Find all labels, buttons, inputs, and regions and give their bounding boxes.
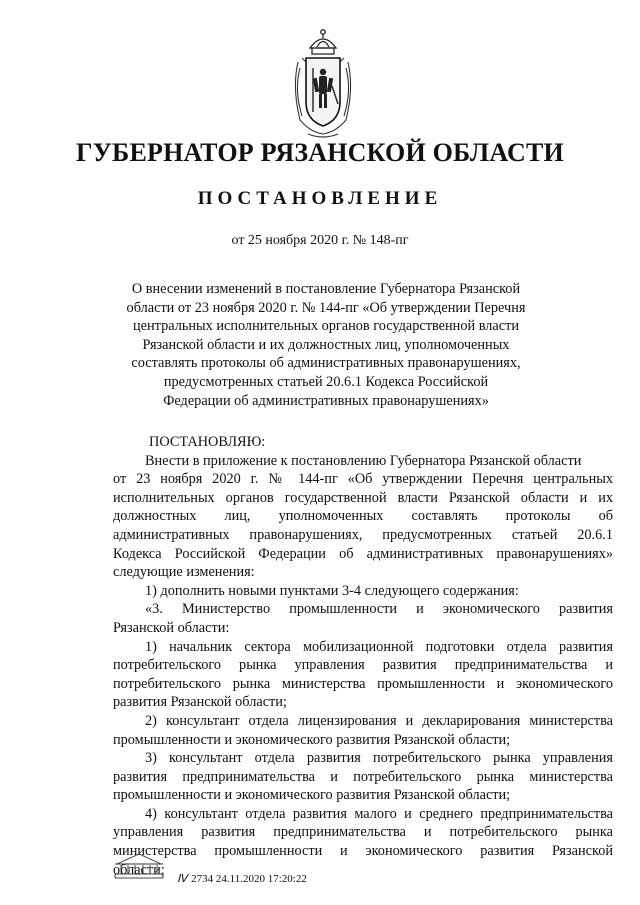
subject-line: составлять протоколы об административных правонарушениях, (131, 355, 521, 372)
subject-line: Рязанской области и их должностных лиц, уполномоченных (142, 336, 510, 353)
body-line: от 23 ноября 2020 г. № 144-пг «Об утверждении Перечня центральных (113, 471, 613, 488)
document-body (113, 433, 613, 879)
body-line: 4) консультант отдела развития малого и среднего предпринимательства (145, 805, 613, 822)
document-subject (110, 280, 542, 410)
document-date-number: от 25 ноября 2020 г. № 148-пг (231, 233, 409, 248)
coat-of-arms-emblem (288, 28, 358, 140)
body-line: управления развития предпринимательства и потребительского рынка (113, 824, 613, 841)
body-line: потребительского рынка управления развития предпринимательства и (113, 657, 613, 674)
subject-line: области от 23 ноября 2020 г. № 144-пг «Об утверждении Перечня (126, 299, 526, 316)
body-line: Внести в приложение к постановлению Губернатора Рязанской области (145, 452, 582, 469)
subject-line: О внесении изменений в постановление Губернатора Рязанской (131, 281, 521, 297)
body-line: 3) консультант отдела развития потребительского рынка управления (145, 750, 613, 767)
body-line: развития Рязанской области; (113, 694, 287, 711)
building-logo-icon (113, 850, 165, 880)
issuer-title: ГУБЕРНАТОР РЯЗАНСКОЙ ОБЛАСТИ (76, 138, 564, 167)
registration-mark: Ⅳ (177, 873, 188, 885)
body-line: административных правонарушениях, предусмотренных статьей 20.6.1 (113, 526, 613, 543)
subject-line: Федерации об административных правонарушениях» (163, 392, 489, 409)
document-type: ПОСТАНОВЛЕНИЕ (197, 188, 443, 209)
body-line: промышленности и экономического развития Рязанской области; (113, 731, 511, 748)
body-line: Кодекса Российской Федерации об административных правонарушениях» (113, 545, 613, 562)
subject-line: центральных исполнительных органов государственной власти (133, 318, 519, 335)
body-line: следующие изменения: (113, 564, 255, 581)
registration-stamp (177, 872, 307, 885)
body-line: «3. Министерство промышленности и экономического развития (145, 601, 613, 618)
body-line: исполнительных органов государственной власти Рязанской области и их (113, 489, 613, 506)
body-line: промышленности и экономического развития Рязанской области; (113, 787, 511, 804)
body-line: потребительского рынка министерства промышленности и экономического (113, 675, 613, 692)
body-line: области; (113, 861, 165, 878)
body-line: развития предпринимательства и потребительского рынка министерства (113, 768, 613, 785)
body-line: министерства промышленности и экономического развития Рязанской (113, 843, 613, 860)
body-line: 2) консультант отдела лицензирования и декларирования министерства (145, 712, 613, 729)
decree-word: ПОСТАНОВЛЯЮ: (149, 434, 266, 450)
registration-number: 2734 24.11.2020 17:20:22 (191, 873, 307, 885)
body-line: Рязанской области: (113, 619, 230, 636)
subject-line: предусмотренных статьей 20.6.1 Кодекса Российской (163, 373, 489, 390)
body-line: 1) дополнить новыми пунктами 3-4 следующего содержания: (145, 582, 519, 599)
body-line: 1) начальник сектора мобилизационной подготовки отдела развития (145, 638, 613, 655)
body-line: должностных лиц, уполномоченных составлять протоколы об (113, 508, 613, 525)
